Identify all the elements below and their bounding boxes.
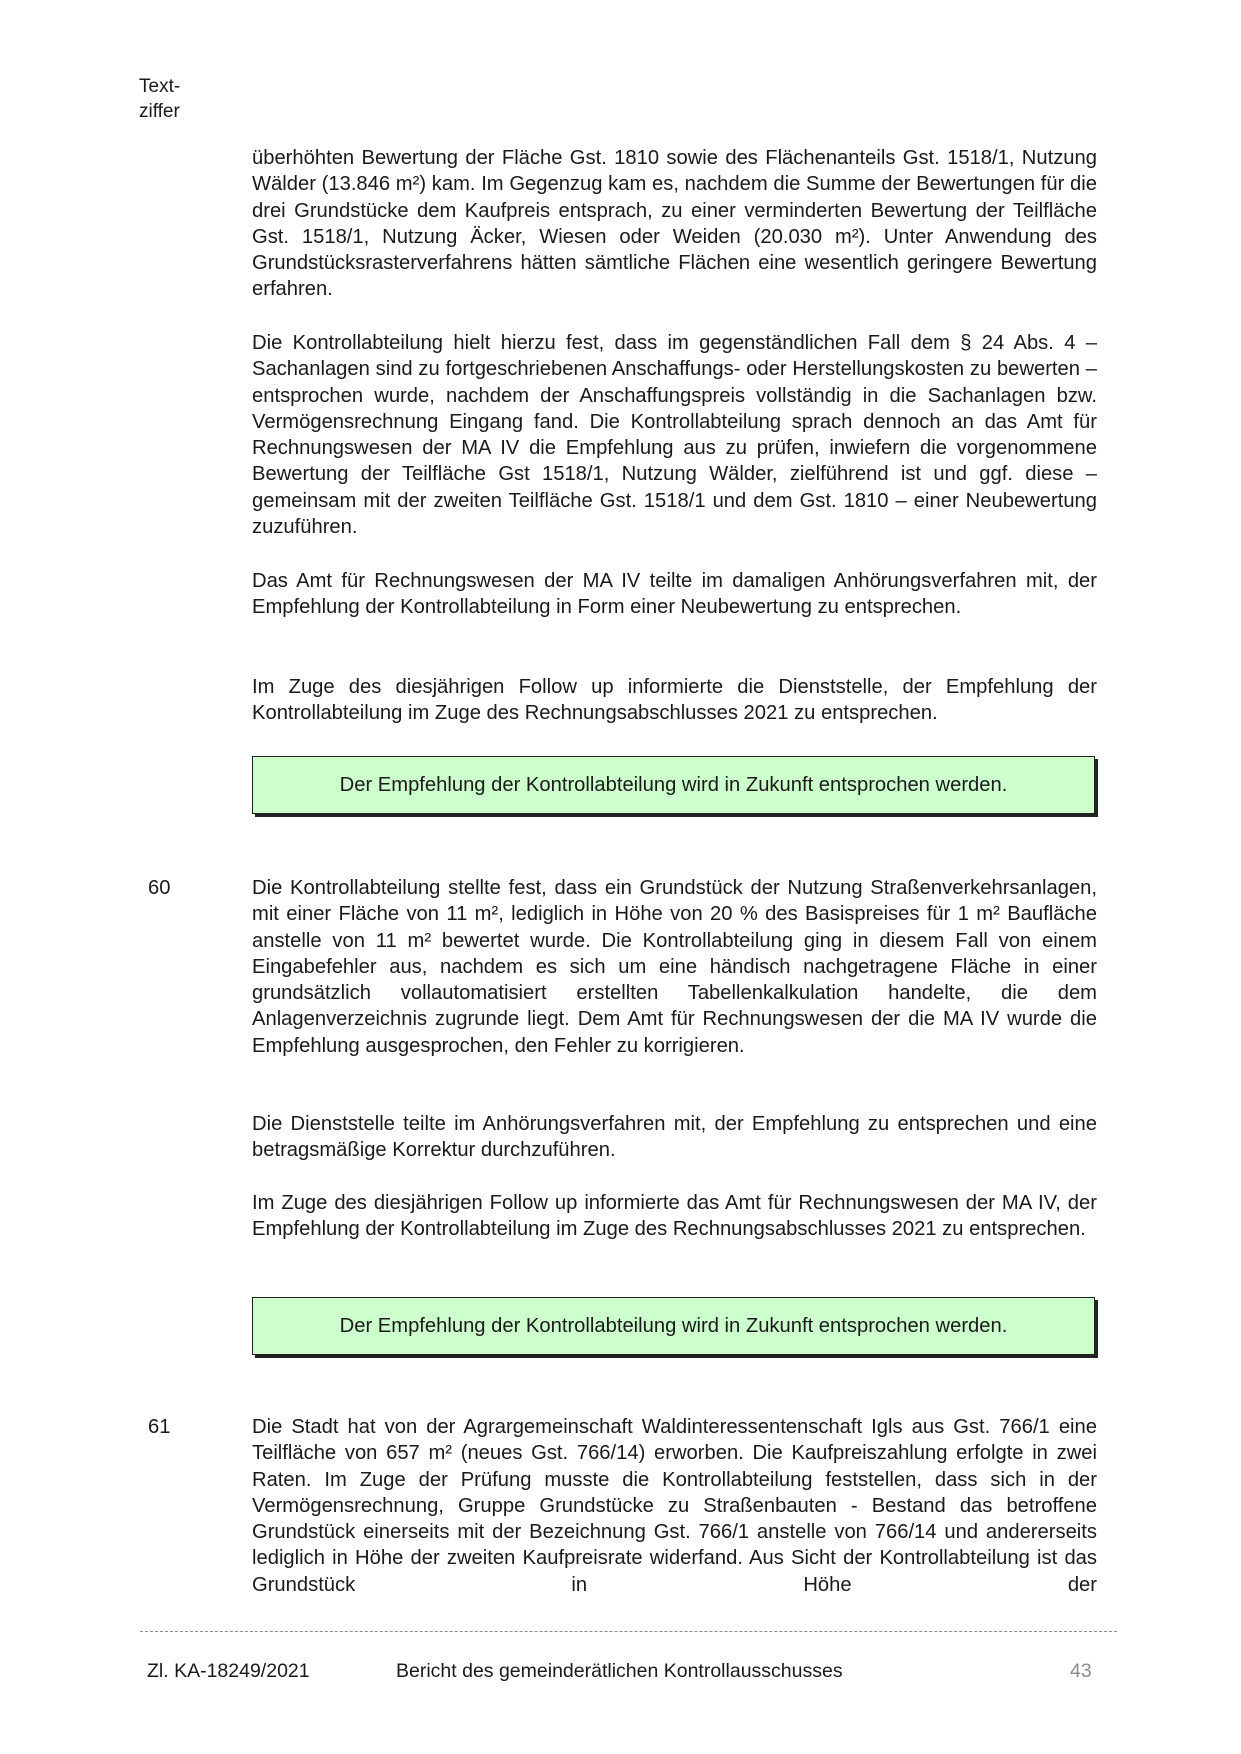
margin-label-line-1: Text- bbox=[139, 76, 181, 97]
textziffer-number: 60 bbox=[148, 877, 171, 899]
continuation-paragraph-1: überhöhten Bewertung der Fläche Gst. 1810 sowie des Flächenanteils Gst. 1518/1, Nutzung Wälder (13.846 m²) kam. Im Gegenzug kam es, nachdem die Summe der Bewertungen für die drei Grundstücke dem Kaufpreis entsprach, zu einer verminderten Bewertung der Teilfläche Gst. 1518/1, Nutzung Äcker, Wiesen oder Weiden (20.030 m²). Unter Anwendung des Grundstücksrasterverfahrens hätten sämtliche Flächen eine wesentlich geringere Bewertung erfahren. bbox=[252, 147, 1097, 301]
recommendation-text: Der Empfehlung der Kontrollabteilung wird in Zukunft entsprochen werden. bbox=[339, 773, 1008, 796]
margin-label-line-2: ziffer bbox=[139, 101, 180, 122]
footer-divider bbox=[140, 1631, 1117, 1632]
section-61-paragraph-1: Die Stadt hat von der Agrargemeinschaft Waldinteressentenschaft Igls aus Gst. 766/1 eine Teilfläche von 657 m² (neues Gst. 766/14) erworben. Die Kaufpreiszahlung erfolgte in zwei Raten. Im Zuge der Prüfung musste die Kontrollabteilung feststellen, dass sich in der Vermögensrechnung, Gruppe Grundstücke zu Straßenbauten - Bestand das betroffene Grundstück einerseits mit der Bezeichnung Gst. 766/1 anstelle von 766/14 und andererseits lediglich in Höhe der zweiten Kaufpreisrate widerfand. Aus Sicht der Kontrollabteilung ist das Grundstück in Höhe der bbox=[252, 1416, 1097, 1596]
textziffer-number: 61 bbox=[148, 1416, 171, 1438]
margin-label-textziffer bbox=[139, 74, 180, 124]
footer-reference: Zl. KA-18249/2021 bbox=[147, 1660, 310, 1682]
section-60-paragraph-3: Im Zuge des diesjährigen Follow up informierte das Amt für Rechnungswesen der MA IV, der Empfehlung der Kontrollabteilung im Zuge des Rechnungsabschlusses 2021 zu entsprechen. bbox=[252, 1192, 1097, 1241]
section-60-paragraph-1: Die Kontrollabteilung stellte fest, dass ein Grundstück der Nutzung Straßenverkehrsanlagen, mit einer Fläche von 11 m², lediglich in Höhe von 20 % des Basispreises für 1 m² Baufläche anstelle von 11 m² bewertet wurde. Die Kontrollabteilung ging in diesem Fall von einem Eingabefehler aus, nachdem es sich um eine händisch nachgetragene Fläche in einer grundsätzlich vollautomatisiert erstellten Tabellenkalkulation handelte, die dem Anlagenverzeichnis zugrunde liegt. Dem Amt für Rechnungswesen der die MA IV wurde die Empfehlung ausgesprochen, den Fehler zu korrigieren. bbox=[252, 877, 1097, 1057]
continuation-paragraph-3: Das Amt für Rechnungswesen der MA IV teilte im damaligen Anhörungsverfahren mit, der Empfehlung der Kontrollabteilung in Form einer Neubewertung zu entsprechen. bbox=[252, 570, 1097, 619]
recommendation-box bbox=[252, 756, 1095, 814]
recommendation-box bbox=[252, 1297, 1095, 1355]
continuation-paragraph-4: Im Zuge des diesjährigen Follow up informierte die Dienststelle, der Empfehlung der Kontrollabteilung im Zuge des Rechnungsabschlusses 2021 zu entsprechen. bbox=[252, 676, 1097, 725]
footer-title: Bericht des gemeinderätlichen Kontrollausschusses bbox=[396, 1660, 843, 1682]
section-60-paragraph-2: Die Dienststelle teilte im Anhörungsverfahren mit, der Empfehlung zu entsprechen und eine betragsmäßige Korrektur durchzuführen. bbox=[252, 1113, 1097, 1162]
continuation-paragraph-2: Die Kontrollabteilung hielt hierzu fest, dass im gegenständlichen Fall dem § 24 Abs. 4 – Sachanlagen sind zu fortgeschriebenen Anschaffungs- oder Herstellungskosten zu bewerten – entsprochen wurde, nachdem der Anschaffungspreis vollständig in die Sachanlagen bzw. Vermögensrechnung Eingang fand. Die Kontrollabteilung sprach dennoch an das Amt für Rechnungswesen der MA IV die Empfehlung aus zu prüfen, inwiefern die vorgenommene Bewertung der Teilfläche Gst 1518/1, Nutzung Wälder, zielführend ist und ggf. diese – gemeinsam mit der zweiten Teilfläche Gst. 1518/1 und dem Gst. 1810 – einer Neubewertung zuzuführen. bbox=[252, 332, 1097, 539]
recommendation-text: Der Empfehlung der Kontrollabteilung wird in Zukunft entsprochen werden. bbox=[339, 1314, 1008, 1337]
page-number: 43 bbox=[1070, 1660, 1092, 1682]
